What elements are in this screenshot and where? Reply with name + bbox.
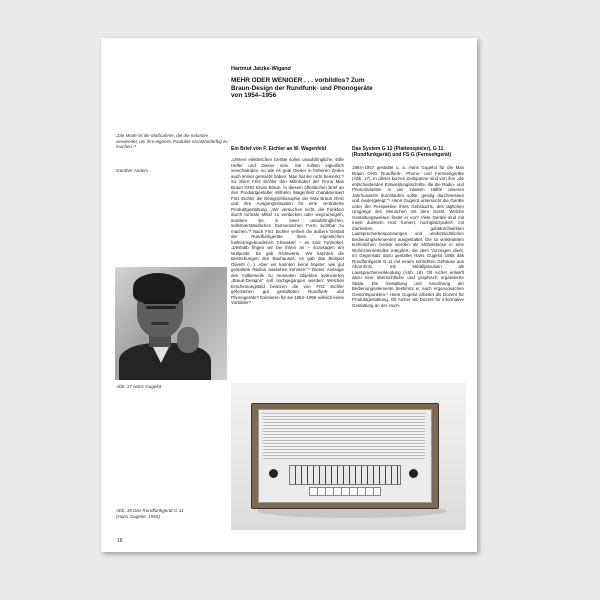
article-title: MEHR ODER WENIGER . . . vorbildlos? Zum Braun-Design der Rundfunk- und Phonogeräte von 1954–1956 — [231, 77, 373, 100]
figure17-caption: Abb. 17 Hans Gugelot — [116, 384, 162, 389]
tuning-dial-scale — [289, 465, 401, 485]
radio-photo — [231, 383, 466, 530]
speaker-grille — [263, 413, 425, 459]
column1-heading: Ein Brief von F. Eichler an W. Wagenfeld — [231, 146, 327, 152]
mouth-shape — [151, 322, 169, 325]
epigraph-quote: „Die Mode ist die Maßnahme, die die Industrie verwendet, um ihre eigenen Produkte ersatzbedürftig zu machen.“¹ — [116, 133, 228, 150]
figure18-caption-line1: Abb. 18 Das Rundfunkgerät G 11 — [116, 508, 184, 513]
eyes-shape — [146, 306, 176, 309]
brow-shape — [143, 300, 179, 304]
column1-body: „Unsere elektrischen Geräte sollen unaufdringliche, stille Helfer und Diener sein. Sie sollten eigentlich verschwinden, so wie es gute Diener in früheren Zeiten auch immer gemacht haben. Man hat sie nicht bemerkt.“² So zitiert Fritz Eichler den Mitinhaber der Firma Max Braun OHG Erwin Braun. In diesem öffentlichen Brief an den Produktgestalter Wilhelm Wagenfeld charakterisiert Fritz Eichler die Designphilosophie der Max Braun OHG und ihre Ausgangssituation für eine veränderte Produktgestaltung. „Wir versuchen nicht, die Funktion durch formale Mittel zu verdecken oder wegzumogeln, sondern sie in einer unaufdringlichen, selbstverständlichen harmonischen Form sichtbar zu machen.“³ Nach Fritz Eichler verliert die äußere Gestalt der Rundfunkgeräte ihren eigentlichen funktionsgebundenen Charakter – es sind Tonmöbel. „Deshalb fingen wir bei ihnen an – sozusagen am Nullpunkt. Es gab Richtwerte. Wir kannten die Bestrebungen des Bauhauses, es gab das Beispiel Olivetti (…). Aber wir kannten keine Muster, wie gut gestaltete Radios aussehen könnten.“⁴ Dieser Aussage des mittlerweile zu musealen Objekten avancierten „Braun-Designs“ soll nachgegangen werden: Welches Erscheinungsbild besitzen die von Fritz Eichler geforderten ‚gut gestalteten‘ Rundfunk- und Phonogeräte? Existieren für sie 1954–1956 wirklich keine Vorbilder? — [231, 157, 344, 305]
figure18-caption-line2: (Hans Gugelot, 1955) — [116, 514, 160, 519]
epigraph-author: Günther Anders — [116, 168, 149, 173]
right-knob — [409, 469, 418, 478]
piano-keys — [309, 487, 381, 496]
page-number: 18 — [117, 538, 123, 544]
left-knob — [269, 469, 278, 478]
column2-heading: Das System G 12 (Plattenspieler), G 11 (Rundfunkgerät) und FS-G (Fernsehgerät) — [352, 146, 452, 159]
hand-shape — [177, 327, 199, 353]
book-page — [101, 38, 477, 552]
portrait-photo — [115, 267, 227, 380]
author-name: Hartmut Jatzke-Wigand — [231, 66, 291, 72]
column2-body: 1954–1957 gestaltet u. a. Hans Gugelot für die Max Braun OHG Rundfunk-, Phono- und Fernsehgeräte (Abb. 17). In dieser kurzen Zeitspanne sind von ihm „die entscheidenden Entwicklungsschritte, die die Radio- und Phonoindustrie in der zweiten Hälfte unseres Jahrhunderts durchlaufen sollte, geistig durchmessen und niedergelegt.“⁵ Hans Gugelot untersucht die Geräte unter der Perspektive ihres Gebrauchs, des täglichen Umgangs des Menschen mit dem Gerät. Welche Gestaltungsweisen findet er vor? Viele Geräte sind mit meist dunklem Holz furniert, hochglanzpoliert, mit Zierleisten, golddurchwirkten Lautsprecherbespannungen und unübersichtlichen Bedienungselementen ausgestattet. Die so verkleideten technischen Geräte werden als Möbelstücke in eine Wohnzimmerkultur integriert, die dem Vorzeigen dient. Im Gegensatz dazu gestaltet Hans Gugelot 1955 das Rundfunkgerät G 11 mit einem schlichten Gehäuse aus Ahornholz, mit Metalljalousien als Lautsprecherverkleidung (Abb. 18). Otl Aicher entwirft dazu eine übersichtliche und graphisch organisierte Skala. Die Gestaltung und Anordnung der Bedienungselemente bestimmt er nach ergonomischen Gesichtspunkten.⁶ Hans Gugelot arbeitet als Dozent für Produktgestaltung, Otl Aicher als Dozent für informative Gestaltung an der Hoch- — [352, 165, 464, 308]
hair-shape — [133, 273, 185, 303]
